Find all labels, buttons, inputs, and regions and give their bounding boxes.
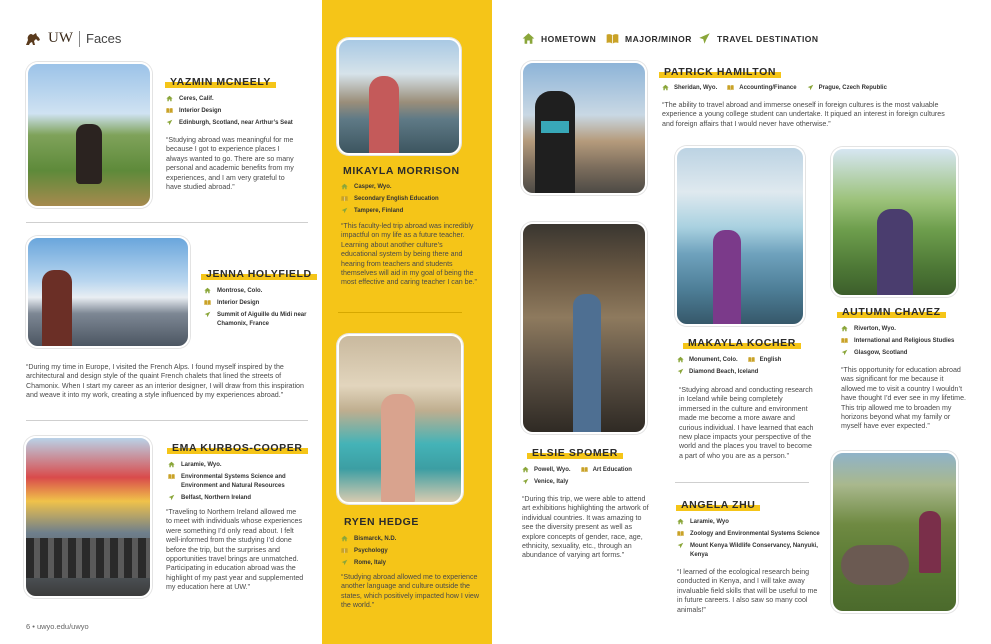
legend-major-label: MAJOR/MINOR [625,33,692,44]
hometown-makayla: Monument, Colo. [689,356,738,363]
plane-icon [204,311,211,318]
divider [26,420,308,421]
info-ema [168,461,303,506]
home-icon [522,466,529,473]
photo-ema [24,436,152,598]
plane-icon [168,494,175,501]
quote-autumn: “This opportunity for education abroad was significant for me because it allowed me to visit a country I wouldn’t have thought I’d ever see in my lifetime. This trip allowed me to broaden my horizons beyond what my family or myself have ever expected.” [841,366,966,431]
divider [338,312,462,313]
photo-mikayla [337,38,461,155]
name-patrick: PATRICK HAMILTON [664,66,777,78]
home-icon [166,95,173,102]
info-patrick [662,84,887,91]
book-icon [727,84,734,91]
name-jenna: JENNA HOLYFIELD [206,268,312,280]
divider [675,482,809,483]
legend-major [606,32,692,45]
book-icon [841,337,848,344]
info-elsie-row2 [522,478,568,485]
major-angela: Zoology and Environmental Systems Science [690,531,820,537]
name-angela: ANGELA ZHU [681,499,756,511]
photo-elsie [521,222,647,434]
name-makayla: MAKAYLA KOCHER [688,337,796,349]
quote-ryen: “Studying abroad allowed me to experience another language and culture outside the states, which positively impacted how I view the world.” [341,573,479,610]
section-title: Faces [86,31,122,46]
info-mikayla [341,183,481,219]
destination-angela: Mount Kenya Wildlife Conservancy, Nanyuki, Kenya [690,543,818,558]
home-icon [841,325,848,332]
plane-icon [341,207,348,214]
quote-yazmin: “Studying abroad was meaningful for me because I got to experience places I always wanted to go. There are so many personal and academic benefits from my experiences, and I am very grateful to have studied abroad.” [166,136,294,192]
home-icon [662,84,669,91]
name-autumn: AUTUMN CHAVEZ [842,306,941,318]
home-icon [677,518,684,525]
photo-angela [831,451,958,613]
hometown-patrick: Sheridan, Wyo. [674,84,718,91]
info-elsie-row1 [522,466,632,473]
major-elsie: Art Education [592,466,632,473]
destination-makayla: Diamond Beach, Iceland [689,368,759,375]
book-icon [166,107,173,114]
plane-icon [522,478,529,485]
major-mikayla: Secondary English Education [354,196,439,202]
plane-icon [166,119,173,126]
major-autumn: International and Religious Studies [854,338,955,344]
hometown-mikayla: Casper, Wyo. [354,184,392,190]
info-jenna [204,287,308,332]
name-elsie: ELSIE SPOMER [532,447,618,459]
destination-patrick: Prague, Czech Republic [818,84,887,91]
info-autumn [841,325,971,361]
destination-mikayla: Tampere, Finland [354,208,404,214]
major-ema: Environmental Systems Science and Environment and Natural Resources [181,474,286,489]
book-icon [204,299,211,306]
major-yazmin: Interior Design [179,108,222,114]
home-icon [522,32,535,45]
quote-ema: “Traveling to Northern Ireland allowed me to meet with individuals whose experiences were something I’d only read about. I felt well-informed from the studying I’d done before the trip, but the surprises and opportunities travel brings are unmatched. Participating in education abroad was the highlight of my past year and supplemented my education here at UW.” [166,508,304,592]
book-icon [581,466,588,473]
info-makayla-row2 [677,368,758,375]
legend-destination-label: TRAVEL DESTINATION [717,33,819,44]
quote-jenna: “During my time in Europe, I visited the French Alps. I found myself inspired by the architectural and design style of the quaint French chalets that lined the streets of Chamonix. When I start my career as an interior designer, I will draw from this inspiration and weave it into my work, creating a style influenced by my experiences abroad.” [26,363,304,400]
destination-elsie: Venice, Italy [534,478,569,485]
book-icon [341,195,348,202]
info-makayla-row1 [677,356,781,363]
name-yazmin: YAZMIN MCNEELY [170,76,271,88]
hometown-jenna: Montrose, Colo. [217,288,263,294]
photo-makayla [675,146,805,326]
quote-elsie: “During this trip, we were able to attend art exhibitions highlighting the artwork of individual countries. It was amazing to see the diversity present as well as explore concepts of gender, race, age, ethnicity, sexuality, etc., through an abundance of varying art forms.” [522,495,649,560]
quote-patrick: “The ability to travel abroad and immerse oneself in foreign cultures is the most valuable experience a young college student can undertake. It piqued an interest in foreign cultures and foreign affairs that I would never have otherwise.” [662,101,945,128]
hometown-autumn: Riverton, Wyo. [854,326,896,332]
major-makayla: English [759,356,782,363]
book-icon [677,530,684,537]
home-icon [341,535,348,542]
info-ryen [341,535,481,571]
major-ryen: Psychology [354,548,388,554]
home-icon [341,183,348,190]
hometown-ema: Laramie, Wyo. [181,462,222,468]
legend-hometown [522,32,596,45]
page-footer: 6 • uwyo.edu/uwyo [26,622,89,631]
hometown-angela: Laramie, Wyo [690,519,729,525]
quote-angela: “I learned of the ecological research being conducted in Kenya, and I will take away invaluable field skills that will be useful to me in future careers. I also saw so many cool animals!” [677,568,818,614]
photo-patrick [521,61,647,195]
home-icon [204,287,211,294]
destination-jenna: Summit of Aiguille du Midi near Chamonix, France [217,312,307,327]
legend-destination [698,32,819,45]
home-icon [168,461,175,468]
info-angela [677,518,827,563]
quote-mikayla: “This faculty-led trip abroad was incredibly impactful on my life as a future teacher. Learning about another culture’s educational system by being there and hearing from teachers and students themselves will aid in my goal of being the most effective and caring teacher I can be.” [341,222,477,287]
major-jenna: Interior Design [217,300,260,306]
destination-yazmin: Edinburgh, Scotland, near Arthur’s Seat [179,120,293,126]
home-icon [677,356,684,363]
plane-icon [341,559,348,566]
plane-icon [841,349,848,356]
book-icon [168,473,175,480]
plane-icon [677,542,684,549]
plane-icon [677,368,684,375]
legend-hometown-label: HOMETOWN [541,33,597,44]
major-patrick: Accounting/Finance [739,84,797,91]
bucking-horse-logo-icon [24,31,42,47]
destination-ryen: Rome, Italy [354,560,387,566]
logo-text: UW [48,30,73,46]
book-icon [606,32,619,45]
photo-jenna [26,236,190,348]
info-yazmin [166,95,306,131]
destination-ema: Belfast, Northern Ireland [181,495,252,501]
name-mikayla: MIKAYLA MORRISON [343,165,460,177]
photo-yazmin [26,62,152,208]
plane-icon [698,32,711,45]
quote-makayla: “Studying abroad and conducting research in Iceland while being completely immersed in the culture and environment made me become a more aware and curious individual. I have learned that each new place impacts your perspective of the world and the places you travel to become a part of who you are as a person.” [679,386,814,460]
hometown-yazmin: Ceres, Calif. [179,96,214,102]
hometown-ryen: Bismarck, N.D. [354,536,397,542]
book-icon [748,356,755,363]
hometown-elsie: Powell, Wyo. [534,466,571,473]
divider [26,222,308,223]
photo-ryen [337,334,463,504]
photo-autumn [831,147,958,297]
destination-autumn: Glasgow, Scotland [854,350,908,356]
page-header [24,30,121,47]
name-ryen: RYEN HEDGE [344,516,420,528]
name-ema: EMA KURBOS-COOPER [172,442,303,454]
header-divider [79,31,80,47]
book-icon [341,547,348,554]
plane-icon [807,84,814,91]
